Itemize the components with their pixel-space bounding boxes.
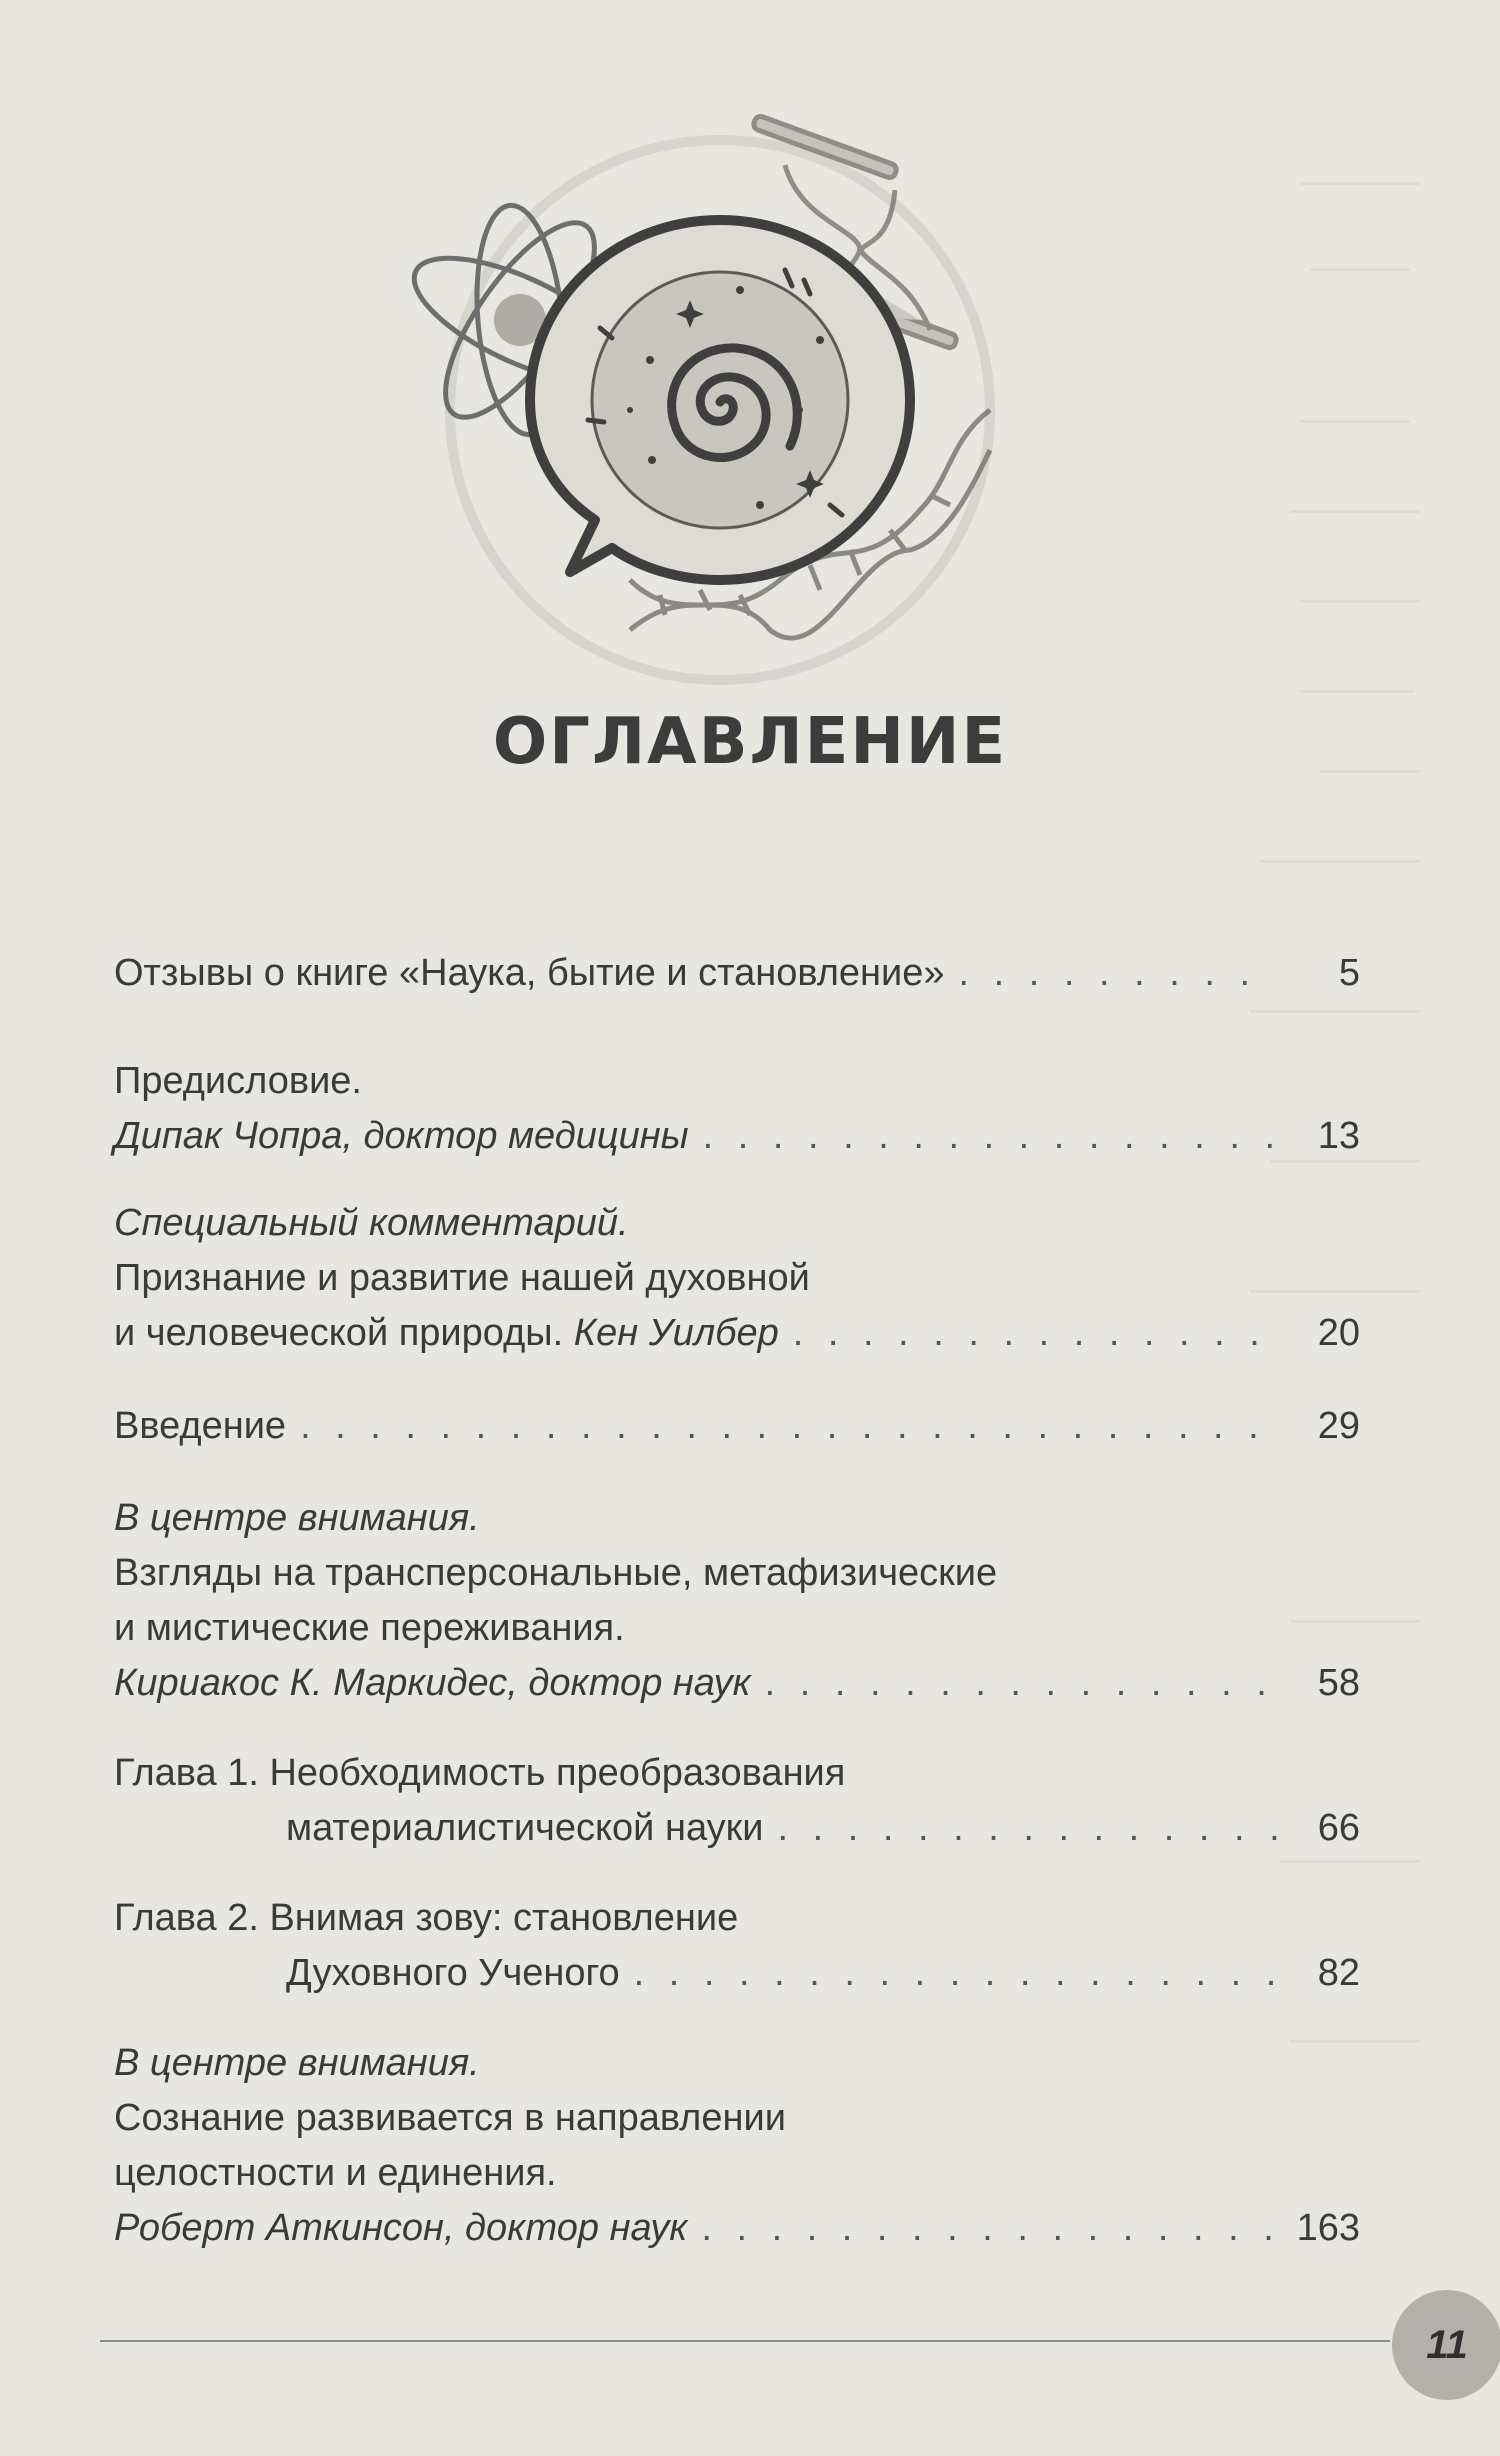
toc-line [114, 1108, 1360, 1164]
toc-entry-title: Отзывы о книге «Наука, бытие и становление» [114, 952, 945, 994]
toc-entry-title: целостности и единения. [114, 2152, 557, 2194]
toc-page-number: 29 [1317, 1405, 1360, 1447]
toc-entry-author: Кириакос К. Маркидес, доктор наук [114, 1662, 751, 1704]
dot-leader [703, 1108, 1278, 1164]
toc-line [286, 1945, 1360, 2001]
toc-entry-title: Глава 1. Необходимость преобразования [114, 1752, 846, 1794]
toc-page-number: 5 [1338, 952, 1360, 994]
toc-line [114, 1890, 1360, 1946]
toc-page-number: 82 [1317, 1952, 1360, 1994]
toc-entry-author: Дипак Чопра, доктор медицины [114, 1115, 689, 1157]
toc-line [114, 2145, 1360, 2201]
toc-line [114, 2200, 1360, 2256]
toc-line [114, 1545, 1360, 1601]
toc-line [114, 945, 1360, 1001]
toc-line [114, 1305, 1360, 1361]
dot-leader [793, 1305, 1278, 1361]
dot-leader [765, 1655, 1278, 1711]
toc-entry-author: Роберт Аткинсон, доктор наук [114, 2207, 688, 2249]
toc-entry-title: и человеческой природы. [114, 1312, 564, 1354]
toc-entry-title: материалистической науки [286, 1807, 764, 1849]
toc-entry-title: Духовного Ученого [286, 1952, 620, 1994]
toc-line [114, 1600, 1360, 1656]
toc-entry-title: Предисловие. [114, 1060, 362, 1102]
dot-leader [778, 1800, 1278, 1856]
toc-entry-author: Кен Уилбер [573, 1312, 779, 1354]
toc-line [114, 1250, 1360, 1306]
toc-entry-label: В центре внимания. [114, 1497, 480, 1539]
footer-rule [100, 2340, 1390, 2342]
dot-leader [300, 1398, 1278, 1454]
toc-entry-label: В центре внимания. [114, 2042, 480, 2084]
toc-page-number: 58 [1317, 1662, 1360, 1704]
toc-entry-title: и мистические переживания. [114, 1607, 625, 1649]
toc-line [114, 1655, 1360, 1711]
dot-leader [634, 1945, 1278, 2001]
toc-entry-title: Взгляды на трансперсональные, метафизические [114, 1552, 998, 1594]
toc-entry-title: Признание и развитие нашей духовной [114, 1257, 810, 1299]
toc-page-number: 20 [1317, 1312, 1360, 1354]
toc-line [114, 1195, 1360, 1251]
page-title: ОГЛАВЛЕНИЕ [492, 705, 1008, 779]
dot-leader [959, 945, 1278, 1001]
emblem-illustration [390, 110, 1010, 710]
toc-line [114, 1490, 1360, 1546]
toc-page-number: 66 [1317, 1807, 1360, 1849]
toc-entry-label: Специальный комментарий. [114, 1202, 629, 1244]
toc-page-number: 163 [1296, 2207, 1360, 2249]
toc-page-number: 13 [1317, 1115, 1360, 1157]
toc-line [286, 1800, 1360, 1856]
toc-entry-title: Сознание развивается в направлении [114, 2097, 786, 2139]
toc-line [114, 1053, 1360, 1109]
toc-line [114, 2090, 1360, 2146]
toc-line [114, 2035, 1360, 2091]
toc-line [114, 1745, 1360, 1801]
page-number-badge: 11 [1392, 2290, 1500, 2400]
dot-leader [701, 2200, 1278, 2256]
toc-line [114, 1398, 1360, 1454]
toc-entry-title: Введение [114, 1405, 287, 1447]
toc-entry-title: Глава 2. Внимая зову: становление [114, 1897, 739, 1939]
